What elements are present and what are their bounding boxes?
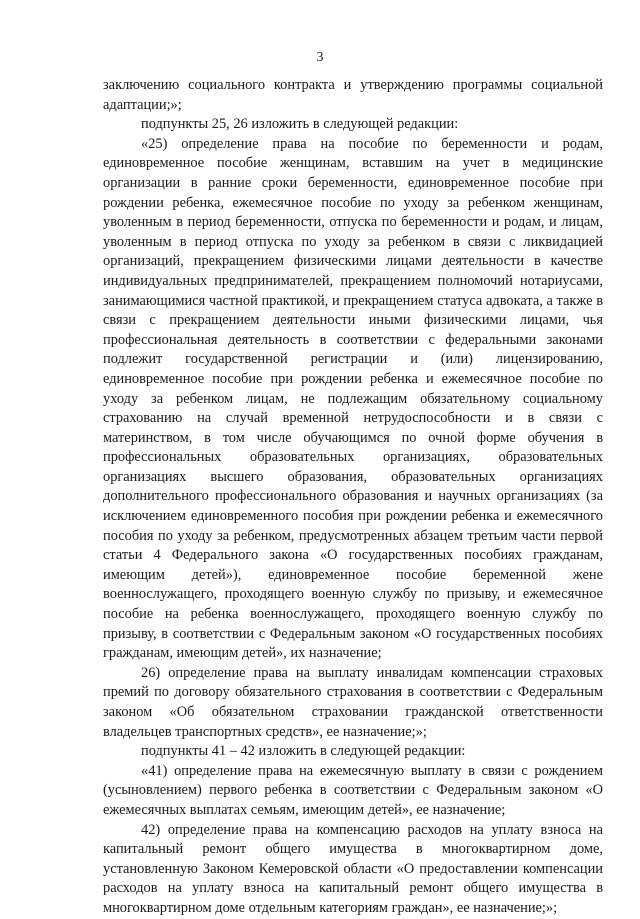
paragraph-item-25: «25) определение права на пособие по беременности и родам, единовременное пособие женщинам, вставшим на учет в медицинские организации в ранние сроки беременности, единовременное пособие при рождении ребенка, ежемесячное пособие по уходу за ребенком женщинам, уволенным в период беременности, отпуска по беременности и родам, и лицам, уволенным в период отпуска по уходу за ребенком в связи с ликвидацией организаций, прекращением физическими лицами деятельности в качестве индивидуальных предпринимателей, прекращением полномочий нотариусами, занимающимися частной практикой, и прекращением статуса адвоката, а также в связи с прекращением деятельности иными физическими лицами, чья профессиональная деятельность в соответствии с федеральными законами подлежит государственной регистрации и (или) лицензированию, единовременное пособие при рождении ребенка и ежемесячное пособие по уходу за ребенком лицам, не подлежащим обязательному социальному страхованию на случай временной нетрудоспособности и в связи с материнством, в том числе обучающимся по очной форме обучения в профессиональных образовательных организациях, образовательных организациях высшего образования, образовательных организациях дополнительного профессионального образования и научных организациях (за исключением единовременного пособия при рождении ребенка и ежемесячного пособия по уходу за ребенком, предусмотренных абзацем третьим части первой статьи 4 Федерального закона «О государственных пособиях гражданам, имеющим детей»), единовременное пособие беременной жене военнослужащего, проходящего военную службу по призыву, и ежемесячное пособие на ребенка военнослужащего, проходящего военную службу по призыву, в соответствии с Федеральным законом «О государственных пособиях гражданам, имеющим детей», их назначение; <box>103 135 603 662</box>
paragraph-item-42: 42) определение права на компенсацию расходов на уплату взноса на капитальный ремонт общего имущества в многоквартирном доме, установленную Законом Кемеровской области «О предоставлении компенсации расходов на уплату взноса на капитальный ремонт общего имущества в многоквартирном доме отдельным категориям граждан», ее назначение;»; <box>103 821 603 916</box>
paragraph-subitems-41-42-intro: подпункты 41 – 42 изложить в следующей редакции: <box>141 743 466 760</box>
paragraph-subitems-25-26-intro: подпункты 25, 26 изложить в следующей редакции: <box>141 116 459 133</box>
document-body <box>103 76 603 919</box>
paragraph-item-26: 26) определение права на выплату инвалидам компенсации страховых премий по договору обязательного страхования в соответствии с Федеральным законом «Об обязательном страховании гражданской ответственности владельцев транспортных средств», ее назначение;»; <box>103 664 603 740</box>
paragraph-item-41: «41) определение права на ежемесячную выплату в связи с рождением (усыновлением) первого ребенка в соответствии с Федеральным законом «О ежемесячных выплатах семьям, имеющим детей», ее назначение; <box>103 762 603 818</box>
paragraph-adaptation-end: заключению социального контракта и утверждению программы социальной адаптации;»; <box>103 77 603 113</box>
page-number: 3 <box>316 50 324 65</box>
